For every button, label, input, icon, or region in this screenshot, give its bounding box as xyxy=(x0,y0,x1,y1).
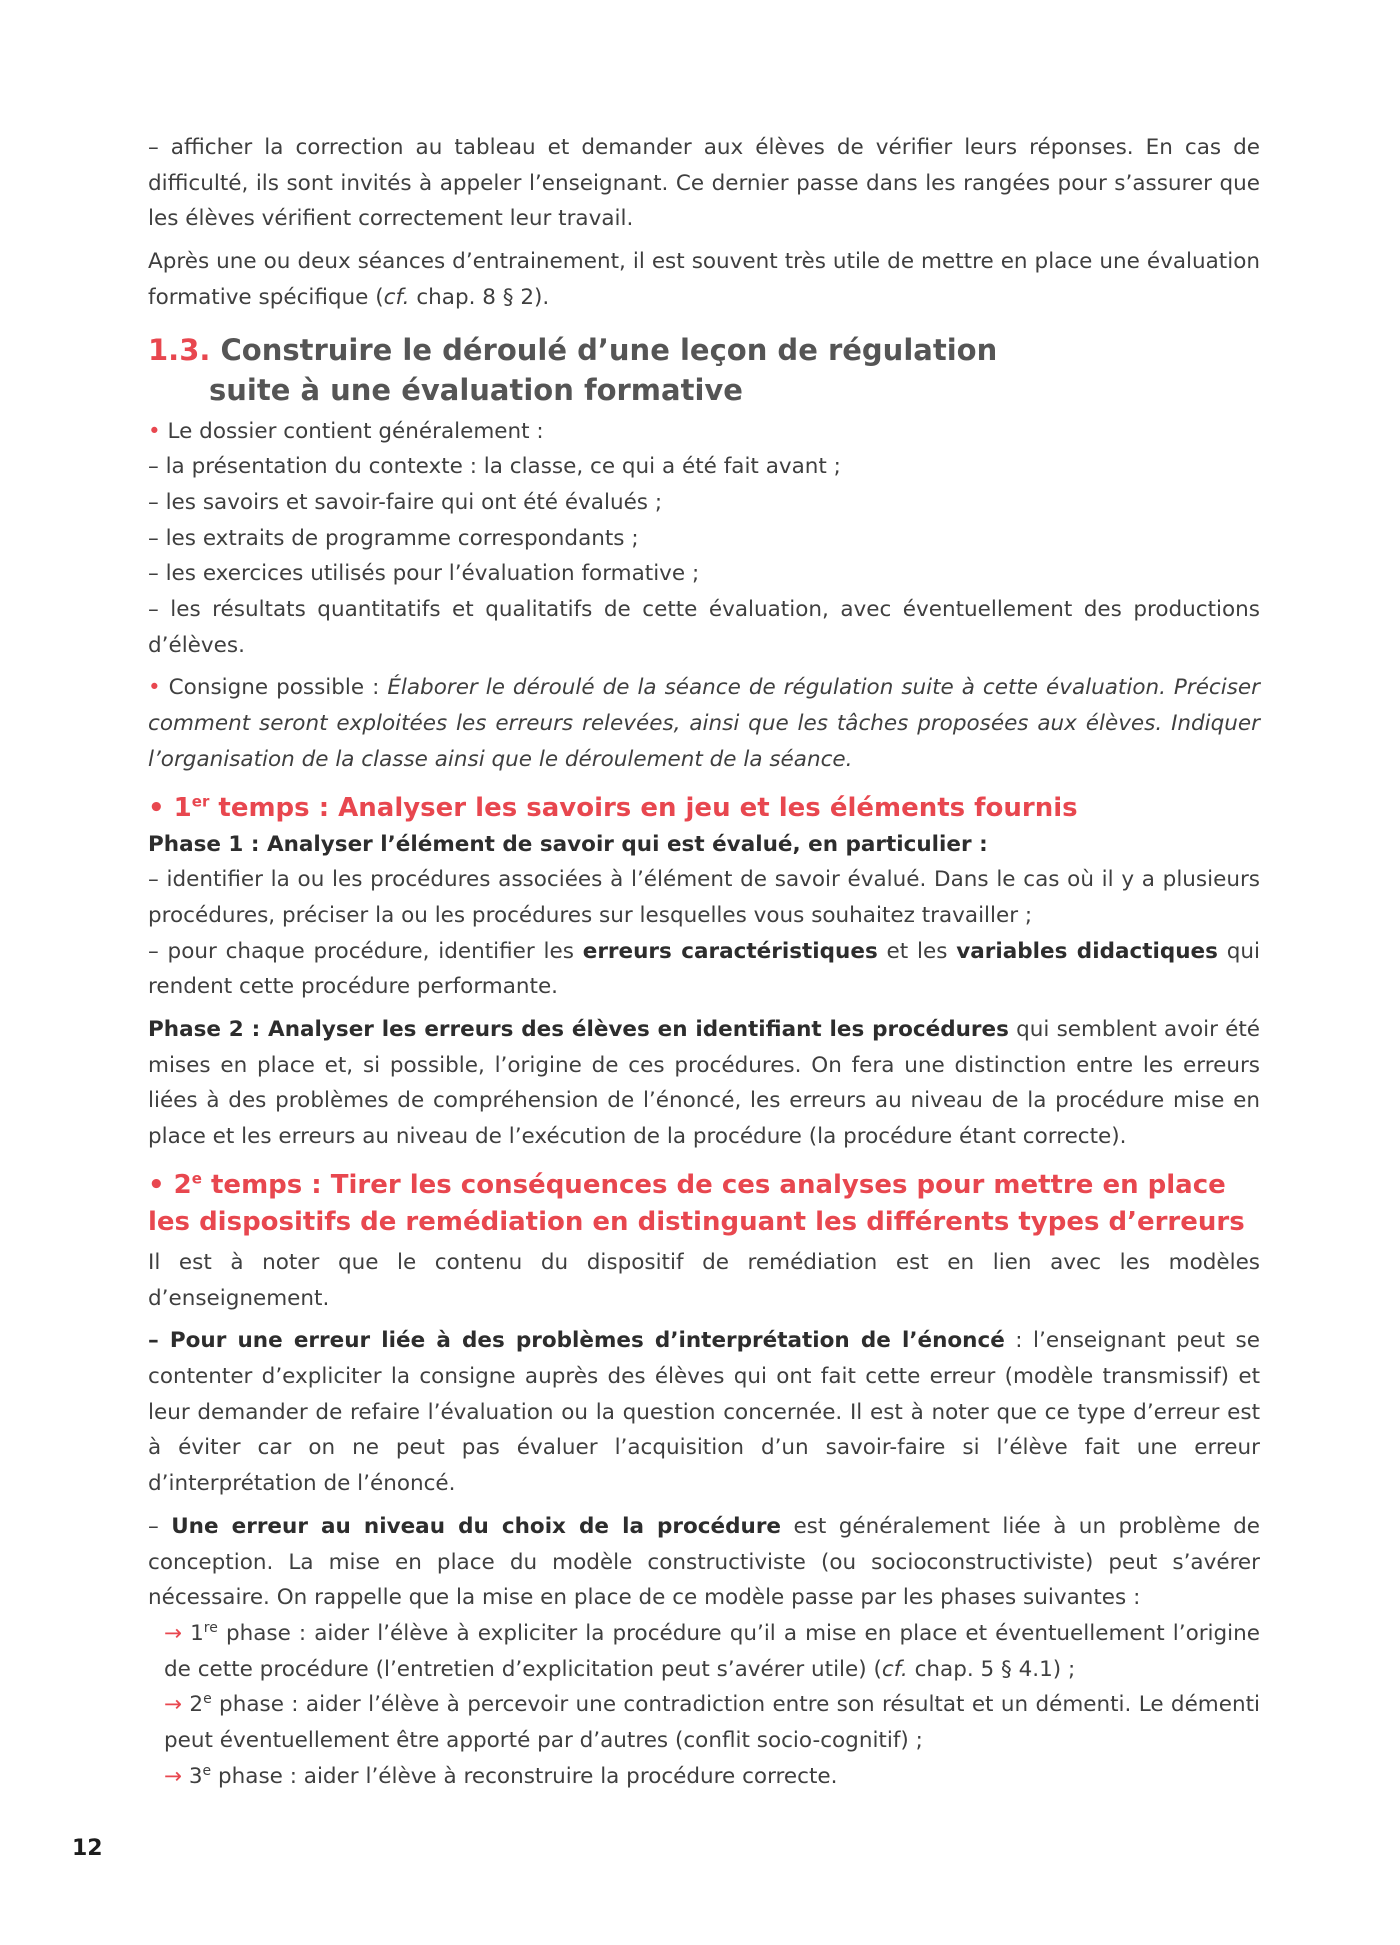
consigne-paragraph xyxy=(148,670,1260,777)
phase1-item-1: – identifier la ou les procédures associées à l’élément de savoir évalué. Dans le cas où il y a plusieurs procédures, préciser la ou les procédures sur lesquelles vous souhaitez travailler ; xyxy=(148,867,1260,928)
temps2-intro: Il est à noter que le contenu du dispositif de remédiation est en lien avec les modèles d’enseignement. xyxy=(148,1249,1260,1311)
error1-text: : l’enseignant peut se contenter d’expliciter la consigne auprès des élèves qui ont fait cette erreur (modèle transmissif) et leur demander de refaire l’évaluation ou la question concernée. Il est à noter que ce type d’erreur est à éviter car on ne peut pas évaluer l’acquisition d’un savoir-faire si l’élève fait une erreur d’interprétation de l’énoncé. xyxy=(148,1328,1260,1497)
intro-paragraph-1: – afficher la correction au tableau et demander aux élèves de vérifier leurs réponses. En cas de difficulté, ils sont invités à appeler l’enseignant. Ce dernier passe dans les rangées pour s’assurer que les élèves vérifient correctement leur travail. xyxy=(148,135,1260,232)
page-number: 12 xyxy=(72,1836,103,1861)
constructivist-phase-2 xyxy=(148,1687,1260,1758)
phase1-item2-d: variables didactiques xyxy=(956,938,1218,964)
phase1-title-text: Phase 1 : Analyser l’élément de savoir qui est évalué, en particulier : xyxy=(148,831,988,857)
phase1-item2-a: – pour chaque procédure, identifier les xyxy=(148,938,583,964)
phase-sup: e xyxy=(202,1762,212,1779)
bullet-icon: • xyxy=(148,675,161,701)
phase-sup: re xyxy=(203,1619,218,1636)
phase-cf: cf. xyxy=(881,1656,908,1682)
phase2-paragraph xyxy=(148,1012,1260,1155)
phase-number: 3 xyxy=(182,1763,203,1789)
dossier-item: – la présentation du contexte : la classe, ce qui a été fait avant ; xyxy=(148,454,841,480)
dossier-item: – les résultats quantitatifs et qualitatifs de cette évaluation, avec éventuellement des productions d’élèves. xyxy=(148,597,1260,658)
section-number: 1.3. xyxy=(148,332,211,367)
error1-bold: – Pour une erreur liée à des problèmes d’interprétation de l’énoncé xyxy=(148,1328,1005,1354)
error2-text: est généralement liée à un problème de conception. La mise en place du modèle constructiviste (ou socioconstructiviste) peut s’avérer nécessaire. On rappelle que la mise en place de ce modèle passe par les phases suivantes : xyxy=(148,1513,1261,1611)
phase1-item2-c: et les xyxy=(877,938,957,964)
arrow-right-icon: → xyxy=(164,1763,183,1789)
dossier-item: – les savoirs et savoir-faire qui ont été évalués ; xyxy=(148,489,663,515)
consigne-text: Élaborer le déroulé de la séance de régulation suite à cette évaluation. Préciser comment seront exploitées les erreurs relevées, ainsi que les tâches proposées aux élèves. Indiquer l’organisation de la classe ainsi que le déroulement de la séance. xyxy=(148,675,1260,772)
temps2-heading-prefix: • 2 xyxy=(148,1169,192,1200)
consigne-label: Consigne possible : xyxy=(160,675,388,701)
phase-number: 2 xyxy=(182,1692,204,1718)
error2-bold: Une erreur au niveau du choix de la procédure xyxy=(171,1513,782,1539)
page-content xyxy=(148,130,1260,1794)
error2-dash: – xyxy=(148,1513,172,1539)
constructivist-phase-1 xyxy=(148,1616,1260,1687)
temps2-heading xyxy=(148,1167,1260,1241)
dossier-intro-text: Le dossier contient généralement : xyxy=(160,418,544,444)
temps1-heading-text: temps : Analyser les savoirs en jeu et les éléments fournis xyxy=(209,792,1078,823)
phase2-title: Phase 2 : Analyser les erreurs des élèves en identifiant les procédures xyxy=(148,1017,1009,1043)
phase1-item-2 xyxy=(148,934,1260,1005)
arrow-right-icon: → xyxy=(164,1692,183,1718)
phase2-text: qui semblent avoir été mises en place et, si possible, l’origine de ces procédures. On fera une distinction entre les erreurs liées à des problèmes de compréhension de l’énoncé, les erreurs au niveau de la procédure mise en place et les erreurs au niveau de l’exécution de la procédure (la procédure étant correcte). xyxy=(148,1017,1260,1150)
phase-text: phase : aider l’élève à expliciter la procédure qu’il a mise en place et éventuellement l’origine de cette procédure (l’entretien d’explicitation peut s’avérer utile) ( xyxy=(164,1620,1261,1682)
intro-p2-after: chap. 8 § 2). xyxy=(409,284,550,310)
phase-text: phase : aider l’élève à reconstruire la procédure correcte. xyxy=(211,1763,838,1789)
section-heading xyxy=(148,330,1260,410)
constructivist-phase-3 xyxy=(148,1759,1260,1795)
temps2-heading-sup: e xyxy=(191,1169,202,1188)
temps1-heading xyxy=(148,790,1260,827)
section-title-line1: Construire le déroulé d’une leçon de régulation xyxy=(220,332,998,367)
phase-text-after: chap. 5 § 4.1) ; xyxy=(907,1656,1076,1682)
temps2-heading-text: temps : Tirer les conséquences de ces analyses pour mettre en place les dispositifs de remédiation en distinguant les différents types d’erreurs xyxy=(148,1169,1245,1237)
phase1-item2-e: qui rendent cette procédure performante. xyxy=(148,938,1260,1000)
phase-sup: e xyxy=(203,1691,212,1708)
phase1-title xyxy=(148,827,1260,863)
intro-p2-cf: cf. xyxy=(383,284,410,310)
phase-number: 1 xyxy=(182,1620,204,1646)
phase-text: phase : aider l’élève à percevoir une contradiction entre son résultat et un démenti. Le démenti peut éventuellement être apporté par d’autres (conflit socio-cognitif) ; xyxy=(164,1692,1261,1754)
bullet-icon: • xyxy=(148,418,161,444)
phase1-item2-b: erreurs caractéristiques xyxy=(582,938,878,964)
dossier-intro xyxy=(148,414,1260,450)
intro-p2-before: Après une ou deux séances d’entrainement, il est souvent très utile de mettre en place une évaluation formative spécifique ( xyxy=(148,249,1260,310)
dossier-item: – les extraits de programme correspondants ; xyxy=(148,525,639,551)
error1-paragraph xyxy=(148,1323,1260,1502)
section-title-line2: suite à une évaluation formative xyxy=(209,372,743,407)
dossier-item: – les exercices utilisés pour l’évaluation formative ; xyxy=(148,561,700,587)
intro-paragraph-2 xyxy=(148,244,1260,315)
temps1-heading-sup: er xyxy=(191,791,210,810)
arrow-right-icon: → xyxy=(164,1620,183,1646)
error2-paragraph xyxy=(148,1509,1260,1616)
temps1-heading-prefix: • 1 xyxy=(148,792,192,823)
